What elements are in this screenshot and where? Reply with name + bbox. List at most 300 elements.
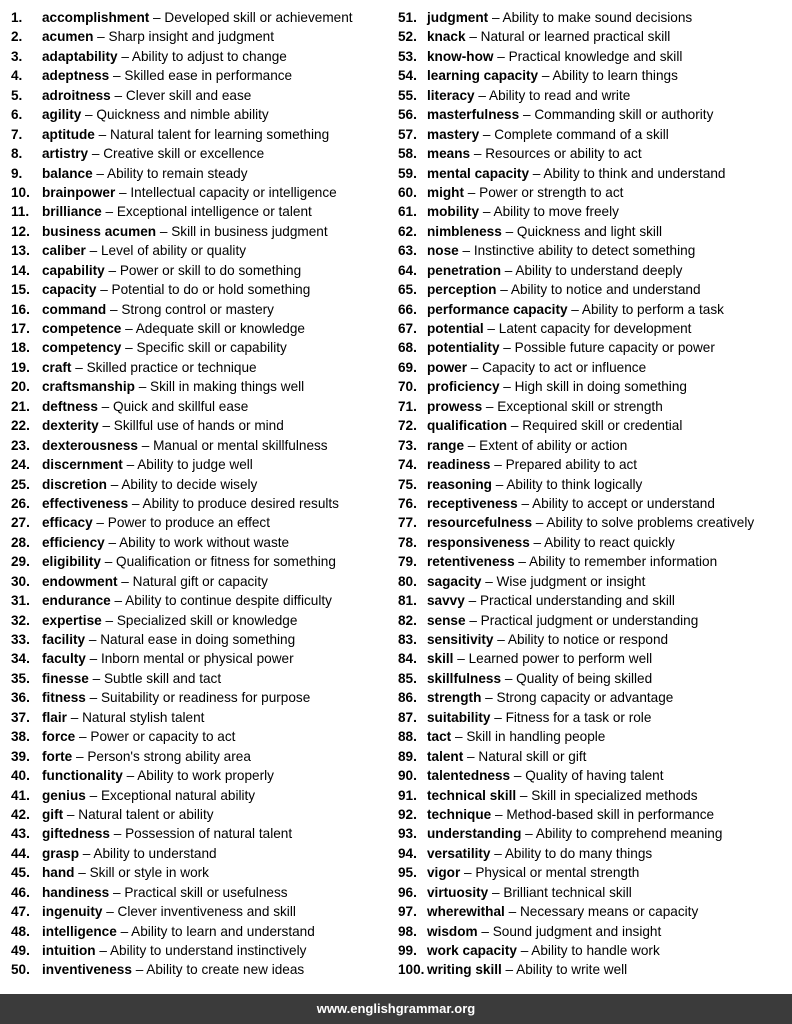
item-text xyxy=(427,883,632,902)
item-term: balance xyxy=(42,165,93,181)
item-separator: – xyxy=(115,184,131,200)
list-item xyxy=(11,27,391,46)
item-number: 98. xyxy=(398,923,417,939)
list-item xyxy=(11,572,391,591)
item-text xyxy=(427,183,623,202)
list-item xyxy=(11,494,391,513)
item-number: 14. xyxy=(11,262,30,278)
item-text xyxy=(42,280,310,299)
item-number: 60. xyxy=(398,184,417,200)
item-number: 89. xyxy=(398,748,417,764)
item-number: 93. xyxy=(398,826,417,842)
item-definition: Practical skill or usefulness xyxy=(124,884,288,900)
item-text xyxy=(427,261,682,280)
item-number: 41. xyxy=(11,787,30,803)
item-definition: Exceptional intelligence or talent xyxy=(116,204,312,220)
item-separator: – xyxy=(490,845,505,861)
item-definition: Capacity to act or influence xyxy=(482,359,647,375)
item-number: 34. xyxy=(11,651,30,667)
item-number: 33. xyxy=(11,632,30,647)
list-item xyxy=(398,144,790,163)
item-term: hand xyxy=(42,865,75,881)
item-definition: Skill or style in work xyxy=(89,865,209,881)
item-number: 92. xyxy=(398,806,417,822)
item-definition: Skilled practice or technique xyxy=(86,359,257,375)
item-text xyxy=(42,261,301,280)
item-number: 58. xyxy=(398,146,417,162)
item-number: 79. xyxy=(398,554,417,570)
item-text xyxy=(42,358,257,377)
item-term: genius xyxy=(42,787,86,803)
list-item xyxy=(398,27,790,46)
item-text xyxy=(427,960,627,979)
item-term: tact xyxy=(427,729,452,745)
list-item xyxy=(398,66,790,85)
item-text xyxy=(427,513,754,532)
item-separator: – xyxy=(458,243,474,259)
item-separator: – xyxy=(94,126,110,142)
item-number: 71. xyxy=(398,398,417,414)
item-term: effectiveness xyxy=(42,495,129,511)
item-number: 70. xyxy=(398,379,417,395)
list-item xyxy=(11,766,391,785)
item-definition: Ability to remember information xyxy=(529,554,718,570)
list-item xyxy=(11,824,391,843)
list-item xyxy=(398,338,790,357)
item-text xyxy=(42,455,253,474)
item-definition: Intellectual capacity or intelligence xyxy=(130,184,337,200)
list-item xyxy=(11,533,391,552)
list-item xyxy=(11,552,391,571)
list-item xyxy=(398,747,790,766)
item-definition: High skill in doing something xyxy=(514,379,687,395)
item-term: learning capacity xyxy=(427,68,539,84)
item-term: might xyxy=(427,184,464,200)
item-number: 88. xyxy=(398,729,417,745)
item-definition: Ability to understand deeply xyxy=(515,262,683,278)
item-separator: – xyxy=(85,651,101,667)
item-number: 90. xyxy=(398,768,417,784)
item-separator: – xyxy=(101,204,117,220)
item-definition: Quality of having talent xyxy=(525,768,664,784)
item-term: deftness xyxy=(42,398,98,414)
list-item xyxy=(398,125,790,144)
item-number: 97. xyxy=(398,904,417,920)
item-definition: Complete command of a skill xyxy=(494,126,669,142)
item-text xyxy=(42,319,305,338)
item-text xyxy=(42,533,289,552)
item-term: technical skill xyxy=(427,787,517,803)
item-number: 66. xyxy=(398,301,417,317)
list-item xyxy=(11,669,391,688)
item-separator: – xyxy=(496,282,511,298)
item-definition: Natural talent or ability xyxy=(78,806,214,822)
item-separator: – xyxy=(110,87,126,103)
item-separator: – xyxy=(74,865,90,881)
list-item xyxy=(398,241,790,260)
item-number: 20. xyxy=(11,379,30,395)
item-number: 35. xyxy=(11,670,30,686)
list-item xyxy=(398,591,790,610)
item-text xyxy=(427,844,652,863)
item-number: 87. xyxy=(398,709,417,725)
item-term: inventiveness xyxy=(42,962,132,978)
list-item xyxy=(11,261,391,280)
item-number: 6. xyxy=(11,107,23,123)
list-item xyxy=(11,300,391,319)
item-definition: Ability to do many things xyxy=(504,845,653,861)
list-item xyxy=(11,611,391,630)
item-number: 94. xyxy=(398,845,417,861)
item-text xyxy=(42,611,297,630)
item-separator: – xyxy=(501,262,516,278)
item-definition: Ability to handle work xyxy=(531,943,660,958)
item-term: qualification xyxy=(427,418,508,434)
item-definition: Ability to learn things xyxy=(552,68,678,84)
item-text xyxy=(427,863,639,882)
item-term: endurance xyxy=(42,593,111,609)
item-definition: Ability to understand instinctively xyxy=(109,943,307,958)
item-number: 82. xyxy=(398,612,417,628)
item-definition: Skill in specialized methods xyxy=(531,787,698,803)
list-item xyxy=(11,902,391,921)
item-number: 36. xyxy=(11,690,30,706)
item-number: 12. xyxy=(11,223,30,239)
item-definition: Sharp insight and judgment xyxy=(108,29,275,45)
item-term: nose xyxy=(427,243,459,259)
item-number: 64. xyxy=(398,262,417,278)
item-separator: – xyxy=(490,457,506,473)
item-definition: Practical judgment or understanding xyxy=(480,612,699,628)
item-term: receptiveness xyxy=(427,495,518,511)
list-item xyxy=(398,397,790,416)
item-term: literacy xyxy=(427,87,475,103)
item-term: performance capacity xyxy=(427,301,568,317)
item-separator: – xyxy=(483,321,499,336)
item-number: 74. xyxy=(398,457,417,473)
item-term: potentiality xyxy=(427,340,500,356)
item-term: sense xyxy=(427,612,466,628)
item-text xyxy=(42,144,264,163)
item-number: 57. xyxy=(398,126,417,142)
item-separator: – xyxy=(481,573,497,589)
item-definition: Skilled ease in performance xyxy=(124,68,293,84)
item-definition: Natural gift or capacity xyxy=(132,573,268,589)
item-term: writing skill xyxy=(427,962,502,978)
item-separator: – xyxy=(517,495,533,511)
list-item xyxy=(398,611,790,630)
item-separator: – xyxy=(529,534,545,550)
item-term: retentiveness xyxy=(427,554,515,570)
item-definition: Inborn mental or physical power xyxy=(100,651,294,667)
list-item xyxy=(398,669,790,688)
item-term: wherewithal xyxy=(427,904,505,920)
list-item xyxy=(11,727,391,746)
item-definition: Ability to make sound decisions xyxy=(502,10,693,25)
item-text xyxy=(42,824,292,843)
item-text xyxy=(427,533,675,552)
item-term: flair xyxy=(42,709,67,725)
item-separator: – xyxy=(477,923,493,939)
item-text xyxy=(427,455,637,474)
item-term: power xyxy=(427,359,468,375)
item-definition: Ability to think and understand xyxy=(543,165,726,181)
item-number: 37. xyxy=(11,709,30,725)
item-text xyxy=(42,844,217,863)
item-text xyxy=(427,319,691,338)
list-item xyxy=(398,513,790,532)
item-text xyxy=(42,66,292,85)
right-column-list xyxy=(398,8,790,980)
item-definition: Exceptional skill or strength xyxy=(497,398,663,414)
item-separator: – xyxy=(72,748,88,764)
item-term: understanding xyxy=(427,826,522,842)
item-separator: – xyxy=(122,457,138,473)
item-number: 21. xyxy=(11,398,30,414)
item-separator: – xyxy=(104,534,120,550)
item-definition: Level of ability or quality xyxy=(100,243,247,259)
list-item xyxy=(11,183,391,202)
item-definition: Ability to move freely xyxy=(493,204,619,220)
item-separator: – xyxy=(463,748,479,764)
item-text xyxy=(42,922,315,941)
item-number: 7. xyxy=(11,126,23,142)
list-item xyxy=(11,105,391,124)
list-item xyxy=(398,8,790,27)
item-separator: – xyxy=(66,709,83,725)
item-number: 50. xyxy=(11,962,30,978)
item-separator: – xyxy=(149,10,165,25)
item-separator: – xyxy=(63,806,79,822)
item-number: 86. xyxy=(398,690,417,706)
item-separator: – xyxy=(110,593,126,609)
item-definition: Latent capacity for development xyxy=(498,321,692,336)
item-term: means xyxy=(427,146,471,162)
item-definition: Quick and skillful ease xyxy=(113,398,249,414)
item-term: functionality xyxy=(42,768,123,784)
item-text xyxy=(427,824,722,843)
item-number: 1. xyxy=(11,10,23,25)
item-definition: Ability to work properly xyxy=(137,768,274,784)
item-term: mobility xyxy=(427,204,480,220)
item-number: 78. xyxy=(398,534,417,550)
item-text xyxy=(42,338,287,357)
item-number: 77. xyxy=(398,515,417,531)
item-term: adeptness xyxy=(42,68,110,84)
item-text xyxy=(42,47,287,66)
list-item xyxy=(11,222,391,241)
item-term: intuition xyxy=(42,943,96,958)
list-item xyxy=(398,261,790,280)
list-item xyxy=(398,164,790,183)
item-definition: Natural talent for learning something xyxy=(110,126,330,142)
item-text xyxy=(427,805,714,824)
item-definition: Ability to create new ideas xyxy=(146,962,305,978)
list-item xyxy=(398,572,790,591)
item-text xyxy=(42,591,332,610)
item-text xyxy=(42,883,288,902)
item-text xyxy=(42,805,214,824)
item-definition: Power or strength to act xyxy=(479,184,624,200)
item-definition: Ability to write well xyxy=(516,962,628,978)
item-term: giftedness xyxy=(42,826,110,842)
item-separator: – xyxy=(104,262,120,278)
item-definition: Specific skill or capability xyxy=(136,340,287,356)
item-text xyxy=(427,358,646,377)
item-text xyxy=(427,708,651,727)
item-text xyxy=(42,494,339,513)
list-item xyxy=(11,805,391,824)
item-term: resourcefulness xyxy=(427,515,533,531)
item-number: 31. xyxy=(11,593,30,609)
item-term: readiness xyxy=(427,457,491,473)
item-definition: Possession of natural talent xyxy=(125,826,293,842)
item-definition: Qualification or fitness for something xyxy=(116,554,336,570)
item-term: competency xyxy=(42,340,122,356)
list-item xyxy=(398,844,790,863)
item-separator: – xyxy=(96,282,112,298)
item-definition: Wise judgment or insight xyxy=(496,573,646,589)
item-term: savvy xyxy=(427,593,465,609)
item-text xyxy=(42,630,295,649)
item-number: 59. xyxy=(398,165,417,181)
item-definition: Practical understanding and skill xyxy=(479,593,675,609)
list-item xyxy=(398,708,790,727)
item-number: 65. xyxy=(398,282,417,298)
footer-url[interactable]: www.englishgrammar.org xyxy=(316,1001,476,1016)
list-item xyxy=(398,300,790,319)
item-separator: – xyxy=(493,632,508,647)
list-item xyxy=(11,397,391,416)
item-number: 39. xyxy=(11,748,30,764)
list-item xyxy=(398,688,790,707)
item-term: facility xyxy=(42,632,86,647)
item-number: 49. xyxy=(11,943,30,958)
item-term: efficacy xyxy=(42,515,93,531)
list-item xyxy=(398,533,790,552)
item-text xyxy=(427,222,662,241)
item-number: 100. xyxy=(398,962,425,978)
list-item xyxy=(398,766,790,785)
item-term: ingenuity xyxy=(42,904,103,920)
item-term: prowess xyxy=(427,398,483,414)
item-term: dexterity xyxy=(42,418,99,434)
item-definition: Ability to produce desired results xyxy=(142,495,339,511)
item-separator: – xyxy=(507,418,523,434)
item-separator: – xyxy=(488,884,504,900)
list-item xyxy=(11,960,391,979)
item-separator: – xyxy=(479,204,494,220)
item-number: 47. xyxy=(11,904,30,920)
item-number: 55. xyxy=(398,87,417,103)
item-definition: Fitness for a task or role xyxy=(505,709,652,725)
item-number: 95. xyxy=(398,865,417,881)
item-text xyxy=(427,572,645,591)
item-definition: Clever skill and ease xyxy=(125,87,252,103)
item-separator: – xyxy=(538,68,553,84)
item-text xyxy=(427,66,678,85)
list-item xyxy=(398,416,790,435)
item-separator: – xyxy=(521,826,536,842)
item-text xyxy=(42,513,270,532)
item-definition: Natural ease in doing something xyxy=(100,632,296,647)
list-item xyxy=(398,319,790,338)
item-term: handiness xyxy=(42,884,110,900)
list-item xyxy=(11,747,391,766)
item-number: 38. xyxy=(11,729,30,745)
item-separator: – xyxy=(532,515,547,531)
item-text xyxy=(42,416,284,435)
item-separator: – xyxy=(88,146,104,162)
list-item xyxy=(11,786,391,805)
item-definition: Ability to read and write xyxy=(489,87,631,103)
item-text xyxy=(427,164,726,183)
item-text xyxy=(427,630,668,649)
item-separator: – xyxy=(491,806,507,822)
item-definition: Ability to remain steady xyxy=(107,165,248,181)
item-separator: – xyxy=(100,554,117,570)
item-number: 67. xyxy=(398,321,417,336)
item-text xyxy=(427,47,682,66)
item-definition: Power or capacity to act xyxy=(90,729,236,745)
list-item xyxy=(398,863,790,882)
item-text xyxy=(42,552,336,571)
item-definition: Learned power to perform well xyxy=(468,651,653,667)
item-separator: – xyxy=(465,29,481,45)
item-separator: – xyxy=(85,787,101,803)
item-definition: Resources or ability to act xyxy=(485,146,642,162)
item-number: 4. xyxy=(11,68,23,84)
item-definition: Ability to react quickly xyxy=(544,534,675,550)
list-item xyxy=(11,86,391,105)
item-text xyxy=(42,105,269,124)
item-separator: – xyxy=(464,593,480,609)
item-term: craft xyxy=(42,359,72,375)
item-text xyxy=(42,960,304,979)
item-text xyxy=(427,688,673,707)
list-item xyxy=(11,164,391,183)
item-separator: – xyxy=(97,398,114,414)
item-definition: Natural stylish talent xyxy=(82,709,205,725)
item-separator: – xyxy=(156,223,172,239)
item-definition: Manual or mental skillfulness xyxy=(153,437,328,453)
item-separator: – xyxy=(453,651,469,667)
item-term: skill xyxy=(427,651,454,667)
item-separator: – xyxy=(109,826,126,842)
item-text xyxy=(427,611,698,630)
item-term: expertise xyxy=(42,612,102,628)
list-item xyxy=(398,727,790,746)
item-definition: Ability to perform a task xyxy=(581,301,724,317)
item-number: 15. xyxy=(11,282,30,298)
item-text xyxy=(42,202,312,221)
item-text xyxy=(427,941,660,960)
item-text xyxy=(42,125,329,144)
item-text xyxy=(427,494,715,513)
item-term: business acumen xyxy=(42,223,157,239)
list-item xyxy=(398,786,790,805)
item-term: technique xyxy=(427,806,492,822)
item-text xyxy=(42,475,257,494)
item-separator: – xyxy=(470,146,486,162)
item-text xyxy=(42,241,246,260)
item-term: competence xyxy=(42,321,122,336)
list-item xyxy=(11,630,391,649)
item-separator: – xyxy=(85,632,101,647)
item-term: responsiveness xyxy=(427,534,530,550)
item-text xyxy=(427,747,586,766)
item-text xyxy=(427,649,652,668)
